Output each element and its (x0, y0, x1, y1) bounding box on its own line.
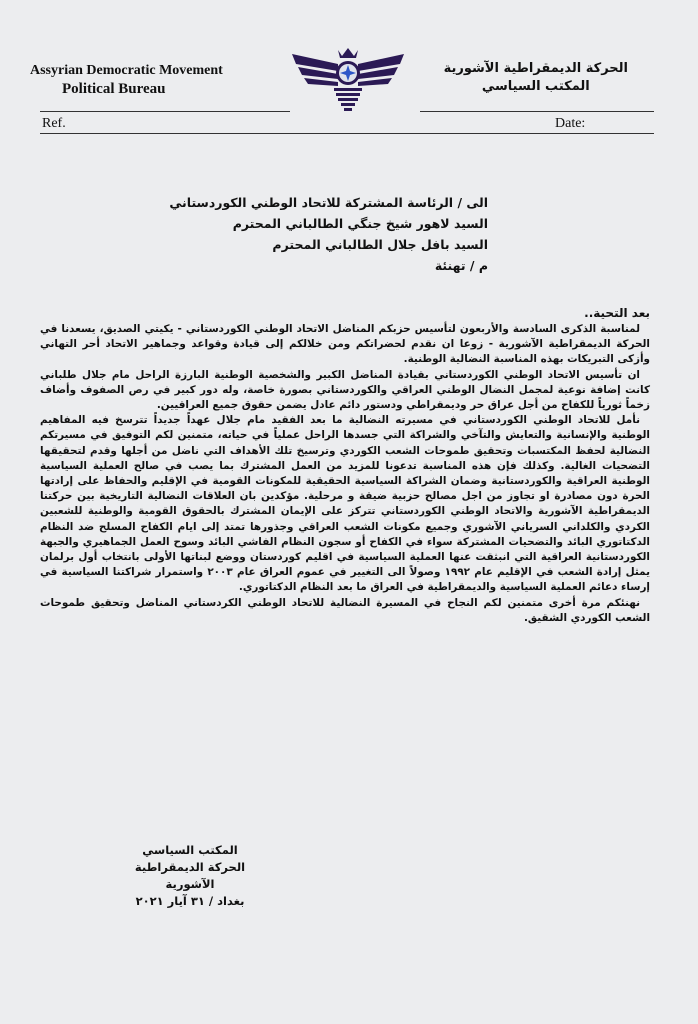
signature-org: الحركة الديمقراطية الآشورية (134, 860, 246, 891)
letter-body (40, 322, 650, 626)
bureau-en: Political Bureau (62, 81, 166, 97)
signature-block (110, 842, 270, 910)
winged-sun-emblem-icon (288, 46, 408, 118)
body-paragraph-4: نهنئكم مرة أخرى متمنين لكم النجاح في المسيرة النضالية للاتحاد الوطني الكردستاني المناضل وتحقيق طموحات الشعب الكوردي الشقيق. (40, 596, 650, 624)
header-divider-right (420, 111, 654, 112)
letterhead-arabic (444, 60, 628, 96)
bureau-ar: المكتب السياسي (481, 79, 590, 94)
org-name-ar: الحركة الديمقراطية الآشورية (443, 61, 628, 76)
letterhead-english (30, 62, 223, 98)
ref-date-rule (40, 133, 654, 134)
recipient-line-2: السيد لاهور شيخ جنگي الطالباني المحترم (232, 216, 488, 231)
recipient-line-3: السيد بافل جلال الطالباني المحترم (272, 237, 488, 252)
header-divider-left (40, 111, 290, 112)
ref-label: Ref. (42, 116, 66, 131)
body-paragraph-1: لمناسبة الذكرى السادسة والأربعون لتأسيس حزبكم المناضل الاتحاد الوطني الكوردستاني - يكيتي الصديق، يسعدنا في الحركة الديمقراطية الآشورية - زوعا ان نقدم لحضراتكم ومن خلالكم إلى قيادة وقواعد وجماهير الاتحاد أحر التهاني وأزكى التبريكات بهذه المناسبة النضالية الوطنية. (40, 323, 650, 366)
body-paragraph-3: نأمل للاتحاد الوطني الكوردستاني في مسيرته النضالية ما بعد الفقيد مام جلال عهداً جديداً تترسخ فيه المفاهيم الوطنية والإنسانية والتعايش والتآخي والشراكة التي جسدها الراحل عملياً في حياته، متمنين لكم التوفيق في مسيرتكم النضالية لحفظ المكتسبات وتحقيق طموحات الشعب الكوردي وترسيخ تلك الأهداف التي ناضل من أجلها وقدم لتحقيقها التضحيات الغالية. وكذلك فإن هذه المناسبة تدعونا للمزيد من العمل المشترك بما يصب في صالح العملية السياسية الوطنية العراقية والكوردستانية وضمان الشراكة السياسية الحقيقية للمكونات القومية في الإقليم والحفاظ على إرادتها الحرة دون مصادرة او تجاوز من اجل مصالح حزبية ضيقة و مرحلية. مؤكدين بان العلاقات النضالية التاريخية بين حركتنا الديمقراطية الآشورية والاتحاد الوطني الكوردستاني تتركز على الإيمان المشترك بالحقوق القومية والوطنية للشعبين الكردي والكلداني السرياني الآشوري وجميع مكونات الشعب العراقي وجذورها تمتد إلى ايام الكفاح المسلح ضد النظام الدكتاتوري البائد والتضحيات المشتركة سواء في الكفاح أو سجون النظام الفاشي البائد وسوح العمل الجماهيري والجبهة الكوردستانية العراقية التي انبثقت عنها العملية السياسية في اقليم كوردستان ووضع لبناتها الأولى بانتخاب أول برلمان يمثل إرادة الشعب في الإقليم عام ١٩٩٢ وصولاً الى التغيير في عموم العراق عام ٢٠٠٣ واستمرار شراكتنا السياسية في إرساء دعائم العملية السياسية والديمقراطية في العراق ما بعد النظام الدكتاتوري. (40, 414, 650, 594)
body-paragraph-2: ان تأسيس الاتحاد الوطني الكوردستاني بقيادة المناضل الكبير والشخصية الوطنية البارزة الراحل مام جلال طلباني كانت إضافة نوعية لمجمل النضال الوطني العراقي والكوردستاني بصورة خاصة، وله دور كبير في رص الصفوف وأضاف زخماً ثورياً للكفاح من أجل عراق حر وديمقراطي ودستور دائم عادل يضمن حقوق جميع العراقيين. (40, 368, 650, 412)
recipient-line-1: الى / الرئاسة المشتركة للاتحاد الوطني الكوردستاني (169, 195, 488, 210)
date-label: Date: (555, 116, 586, 131)
subject-line: م / تهنئة (434, 258, 488, 273)
recipient-block (169, 192, 488, 276)
signature-place-date: بغداد / ٣١ آيار ٢٠٢١ (135, 894, 245, 908)
greeting: بعد التحية.. (584, 306, 650, 320)
org-name-en: Assyrian Democratic Movement (30, 63, 223, 78)
signature-bureau: المكتب السياسي (142, 843, 238, 857)
